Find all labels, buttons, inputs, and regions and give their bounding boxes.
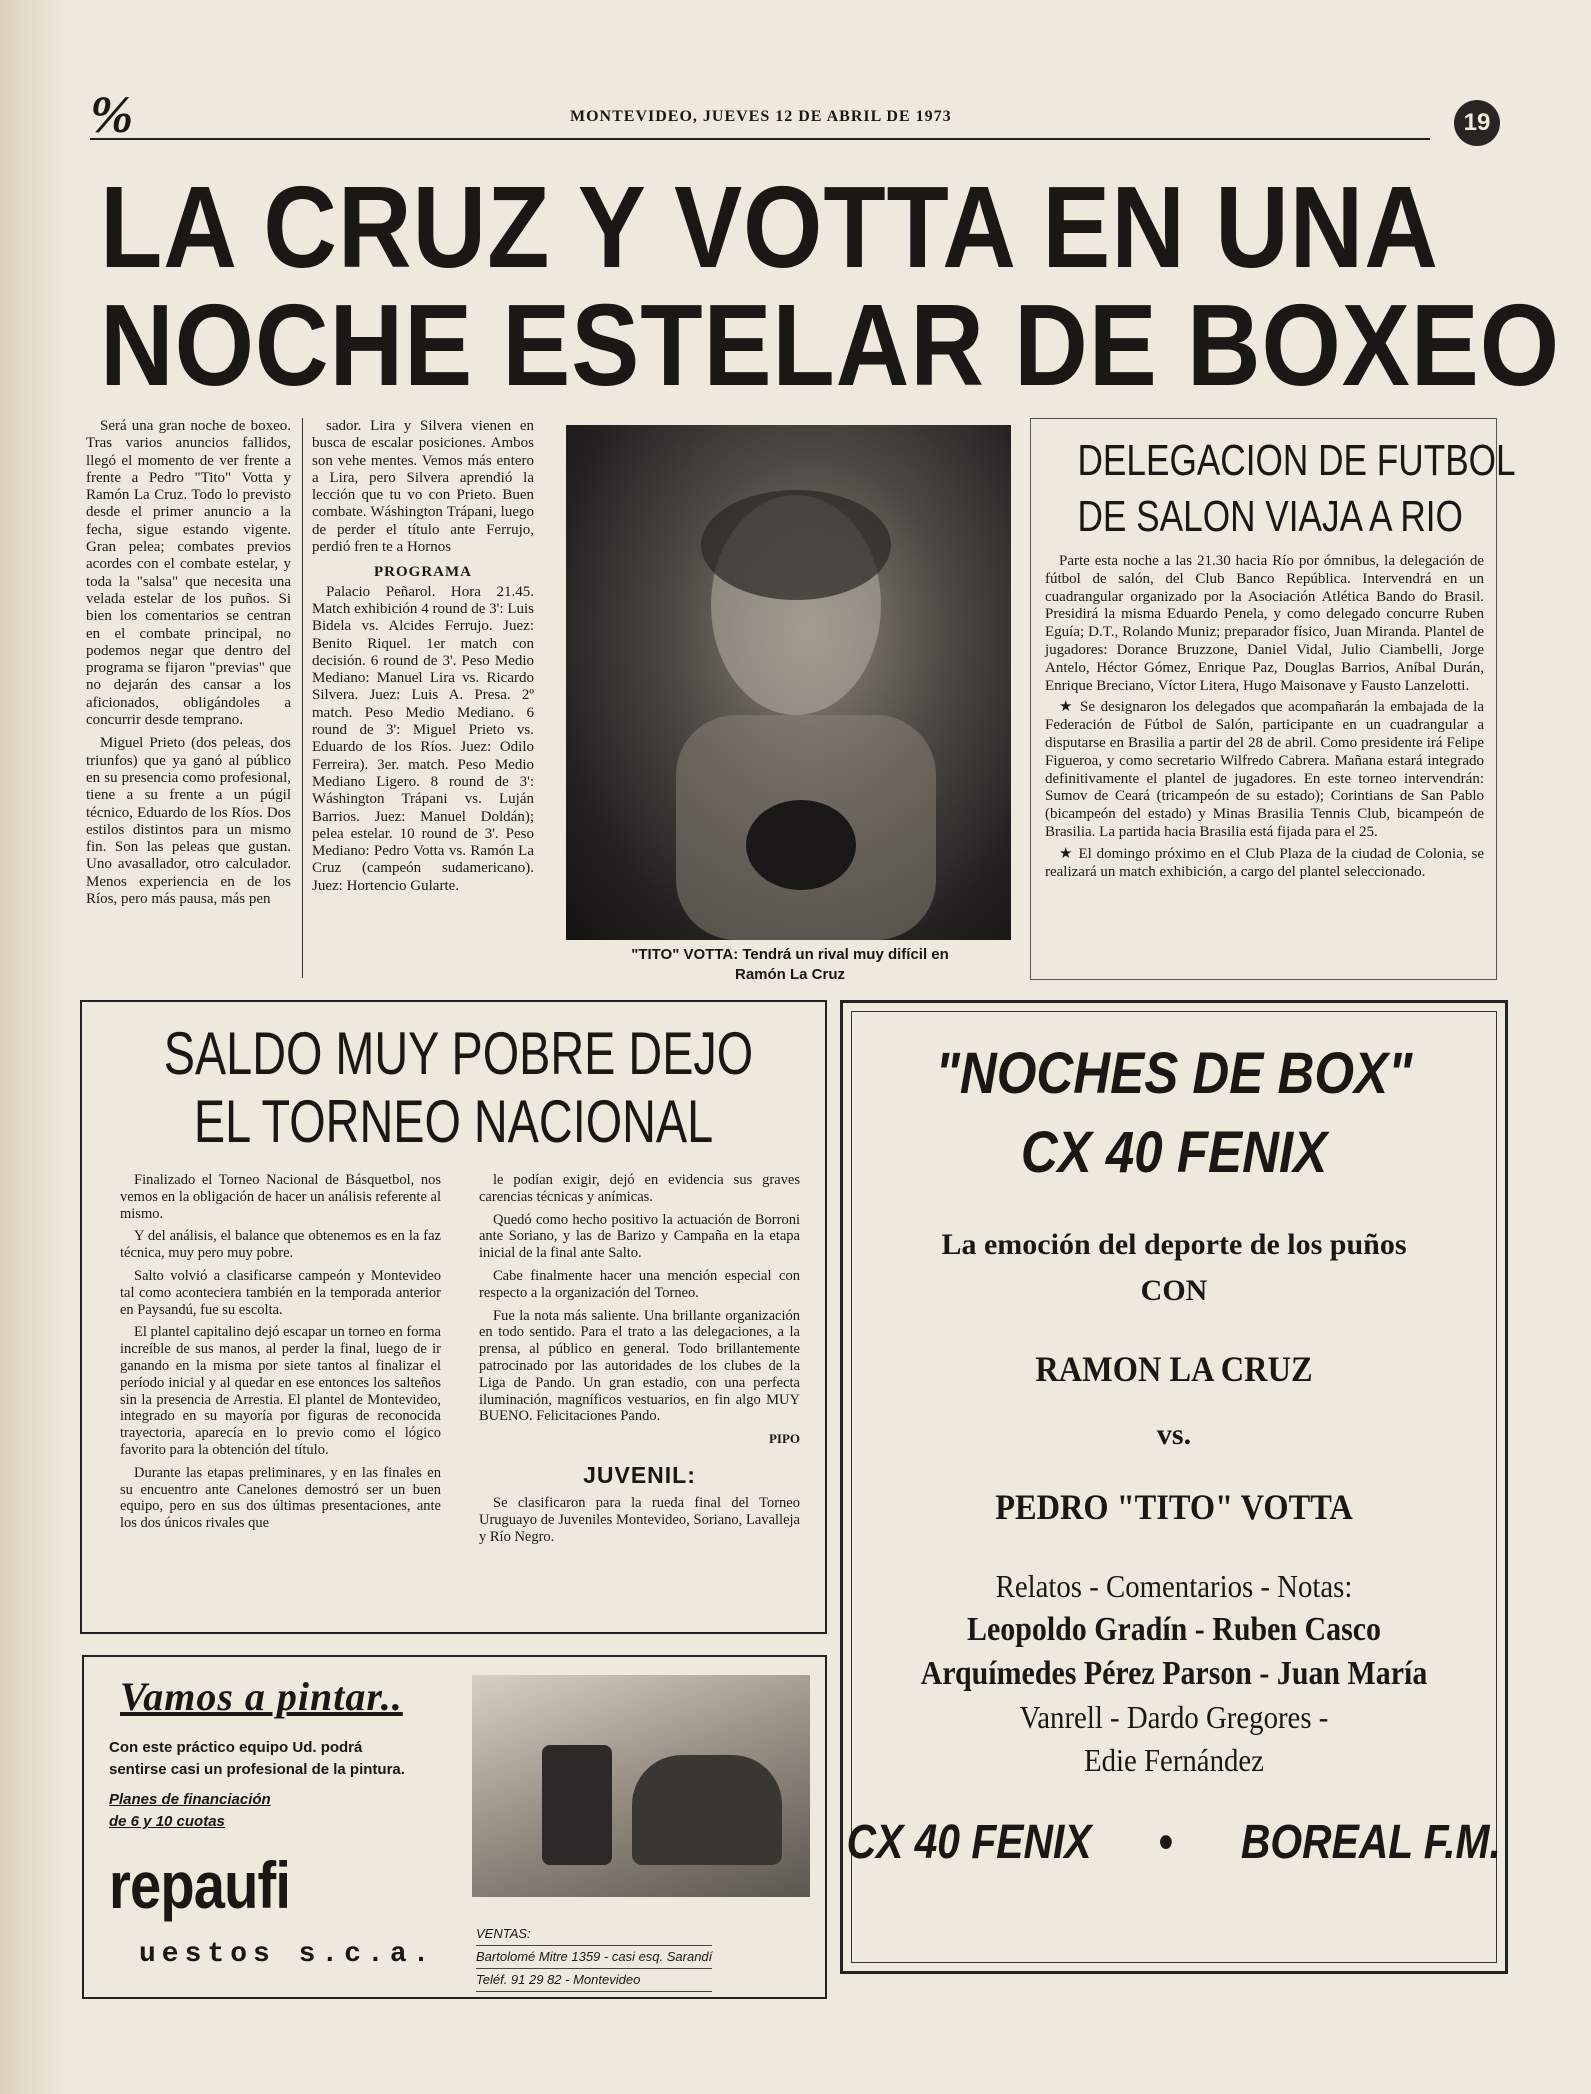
versus: vs. [1156, 1418, 1192, 1451]
paint-equipment-ad [82, 1655, 827, 1999]
headline-line-1: LA CRUZ Y VOTTA EN UNA [100, 162, 1439, 292]
compressor-motor [632, 1755, 782, 1865]
dateline: MONTEVIDEO, JUEVES 12 DE ABRIL DE 1973 [570, 108, 952, 125]
article-paragraph: Salto volvió a clasificarse campeón y Montevideo tal como aconteciera también en la temporada anterior en Paysandú, fue su escolta. [120, 1267, 441, 1318]
article-paragraph: Cabe finalmente hacer una mención especial con respecto a la organización del Torneo. [479, 1267, 800, 1301]
caption-line-2: Ramón La Cruz [734, 966, 845, 983]
paint-ad-line-2: sentirse casi un profesional de la pintura. [109, 1761, 405, 1778]
page-edge-shadow [0, 0, 70, 2094]
credits-heading: Relatos - Comentarios - Notas: [995, 1568, 1353, 1604]
page-number-badge: 19 [1454, 100, 1500, 146]
photo-caption [560, 945, 1020, 985]
financing-line-2: de 6 y 10 cuotas [109, 1813, 225, 1830]
article-paragraph: Finalizado el Torneo Nacional de Básquetbol, nos vemos en la obligación de hacer un análisis referente al mismo. [120, 1172, 441, 1222]
saldo-article-box [80, 1000, 827, 1634]
repaufi-logo: repaufi [109, 1848, 291, 1922]
program-heading: PROGRAMA [374, 564, 472, 581]
radio-title-line-2: CX 40 FENIX [1020, 1120, 1328, 1185]
radio-tagline: La emoción del deporte de los puños [941, 1228, 1407, 1261]
article-paragraph: Quedó como hecho positivo la actuación de Borroni ante Soriano, y las de Barizo y Campaña en la etapa inicial de la final ante Salto. [479, 1211, 800, 1262]
article-paragraph: Será una gran noche de boxeo. Tras varios anuncios fallidos, llegó el momento de ver frente a frente a Pedro "Tito" Votta y Ramón La Cruz. Todo lo previsto desde el primer anuncio a la fecha, sigue estando vigente. Gran pelea; combates previos acordes con el combate estelar, y toda la "salsa" que necesita una velada estelar de los puños. Si bien los comentarios se centran en el combate principal, no podemos negar que dentro del programa se fijaron "previas" que no dejarán des cansar a los aficionados, obligándoles a concurrir desde temprano. [86, 418, 291, 729]
credits-line-1: Leopoldo Gradín - Ruben Casco [967, 1611, 1381, 1648]
main-headline [100, 162, 1561, 410]
article-paragraph: Y del análisis, el balance que obtenemos es en la faz técnica, muy pero muy pobre. [120, 1228, 441, 1262]
author-signoff: PIPO [768, 1431, 800, 1447]
headline-line-2: NOCHE ESTELAR DE BOXEO [100, 280, 1561, 410]
column-divider [302, 418, 303, 978]
article-paragraph: sador. Lira y Silvera vienen en busca de escalar posiciones. Ambos son vehe mentes. Vemos más entero a Lira, pero Silvera aprendió la lección que tu vo con Prieto. Buen combate. Wáshington Trápani, luego de perder el título ante Ferrujo, perdió fren te a Hornos [312, 418, 534, 556]
article-paragraph: ★ El domingo próximo en el Club Plaza de la ciudad de Colonia, se realizará un match exhibición, a cargo del plantel seleccionado. [1045, 845, 1484, 880]
ventas-label: VENTAS: [476, 1923, 712, 1946]
compressor-tank [542, 1745, 612, 1865]
radio-broadcast-ad [840, 1000, 1508, 1974]
radio-footer [846, 1815, 1501, 1870]
fighter-2: PEDRO "TITO" VOTTA [995, 1487, 1353, 1527]
saldo-title-line-2: EL TORNEO NACIONAL [193, 1088, 714, 1155]
masthead-rule [90, 138, 1430, 140]
sales-phone: Teléf. 91 29 82 - Montevideo [476, 1969, 712, 1992]
main-article-column-2 [312, 418, 534, 901]
program-text: Palacio Peñarol. Hora 21.45. Match exhibición 4 round de 3': Luis Bidela vs. Alcides Ferrujo. Juez: Benito Riquel. 1er match con decisión. 6 round de 3'. Peso Medio Mediano: Manuel Lira vs. Ricardo Silvera. Juez: Luis A. Presa. 2º match. Peso Medio Mediano. 6 round de 3': Miguel Prieto vs. Eduardo de los Ríos. Juez: Odilo Ferreira). 3er. match. Peso Medio Mediano Ligero. 8 round de 3': Wáshington Trápani vs. Luján Barrios. Juez: Manuel Doldán); pelea estelar. 10 round de 3'. Peso Mediano: Pedro Votta vs. Ramón La Cruz (campeón sudamericano). Juez: Hortencio Gularte. [312, 583, 534, 894]
futbol-article-body [1031, 545, 1496, 881]
juvenil-paragraph: Se clasificaron para la rueda final del Torneo Uruguayo de Juveniles Montevideo, Soriano, Lavalleja y Río Negro. [479, 1494, 800, 1545]
saldo-column-2 [479, 1172, 800, 1551]
futbol-article-box [1030, 418, 1516, 980]
paint-ad-line-1: Con este práctico equipo Ud. podrá [109, 1739, 363, 1756]
credits-line-3: Vanrell - Dardo Gregores - [1019, 1699, 1329, 1735]
juvenil-heading: JUVENIL: [583, 1461, 696, 1488]
radio-ad-inner-frame [846, 1011, 1501, 1963]
boxer-photo [566, 425, 1011, 940]
sales-address: Bartolomé Mitre 1359 - casi esq. Sarandí [476, 1946, 712, 1969]
radio-con: CON [1140, 1274, 1208, 1307]
article-paragraph: le podían exigir, dejó en evidencia sus graves carencias técnicas y anímicas. [479, 1172, 800, 1205]
fighter-1: RAMON LA CRUZ [1035, 1349, 1313, 1389]
credits-line-4: Edie Fernández [1084, 1742, 1264, 1778]
article-paragraph: El plantel capitalino dejó escapar un torneo en forma increíble de sus manos, al perder la final, luego de ir ganando en la misma por siete tantos al finalizar el período inicial y al quedar en ese entonces los salteños sin la presencia de Arrestia. El plantel de Montevideo, integrado en su mayoría por figuras de reconocida trayectoria, aparecía en lo previo como el lógico favorito para la obtención del título. [120, 1324, 441, 1458]
caption-line-1: "TITO" VOTTA: Tendrá un rival muy difícil en [631, 946, 949, 963]
masthead [90, 87, 1500, 144]
paint-ad-title: Vamos a pintar.. [120, 1674, 403, 1719]
radio-title-line-1: "NOCHES DE BOX" [935, 1041, 1413, 1106]
saldo-columns [120, 1172, 800, 1551]
article-paragraph: Durante las etapas preliminares, y en las finales en su encuentro ante Canelones demostró ser un buen equipo, pero en sus dos últimas presentaciones, ante los dos únicos rivales que [120, 1464, 441, 1532]
footer-station-boreal: BOREAL F.M. [1240, 1816, 1501, 1869]
futbol-title-line-2: DE SALON VIAJA A RIO [1077, 492, 1463, 541]
article-paragraph: Fue la nota más saliente. Una brillante organización en todo sentido. Para el trato a las delegaciones, a la prensa, al público en general. Todo brillantemente patrocinado por las autoridades de los clubes de la Liga de Pando. Un gran estadio, con una perfecta iluminación, magníficos vestuarios, en fin algo MUY BUENO. Felicitaciones Pando. [479, 1307, 800, 1425]
article-paragraph: Miguel Prieto (dos peleas, dos triunfos) que ya ganó al público en su presencia como profesional, tiene a su frente a un púgil técnico, Eduardo de los Ríos. Dos estilos distintos para un mismo fin. Son las peleas que gustan. Uno avasallador, otro calculador. Menos experiencia en de los Ríos, pero más pausa, más pen [86, 735, 291, 908]
main-article-column-1 [86, 418, 291, 914]
article-paragraph: Parte esta noche a las 21.30 hacia Río por ómnibus, la delegación de fútbol de salón, del Club Banco República. Intervendrá en un cuadrangular organizado por la Asociación Atlética Bando do Brasil. Presidirá la misma Eduardo Penela, y como delegado concurre Ruben Eguía; D.T., Rolando Muniz; preparador físico, Juan Miranda. Plantel de jugadores: Dorance Bruzzone, Daniel Vidal, Julio Ciambelli, Jorge Antelo, Héctor Gómez, Enrique Paz, Douglas Barrios, Aníbal Durán, Enrique Breciano, Víctor Litera, Hugo Maisonave y Fausto Lanzelotti. [1045, 553, 1484, 694]
article-paragraph: ★ Se designaron los delegados que acompañarán la embajada de la Federación de Fútbol de Salón, participante en un cuadrangular a disputarse en Brasilia a partir del 28 de abril. Como presidente irá Felipe Figueroa, y como secretario Wilfredo Cabrera. Mañana estará integrado definitivamente el plantel de jugadores. En este torneo intervendrán: Sumov de Ceará (tricampeón de su estado); Corintians de San Pablo (bicampeón del estado) y Minas Brasilia Tennis Club, bicampeón de Brasilia. La partida hacia Brasilia está fijada para el 25. [1045, 699, 1484, 840]
futbol-title-line-1: DELEGACION DE FUTBOL [1077, 436, 1516, 485]
credits-line-2: Arquímedes Pérez Parson - Juan María [920, 1655, 1428, 1692]
saldo-column-1 [120, 1172, 441, 1551]
masthead-mark: % [90, 87, 134, 144]
saldo-title-line-1: SALDO MUY POBRE DEJO [163, 1020, 754, 1087]
footer-station-fenix: CX 40 FENIX [846, 1816, 1092, 1869]
financing-line-1: Planes de financiación [109, 1791, 271, 1808]
sales-info [476, 1923, 712, 1992]
boxer-photo-illustration [566, 425, 1011, 940]
spray-compressor-image [472, 1675, 810, 1897]
footer-bullet: • [1158, 1816, 1173, 1869]
repaufi-logo-subtitle: uestos s.c.a. [139, 1939, 436, 1970]
